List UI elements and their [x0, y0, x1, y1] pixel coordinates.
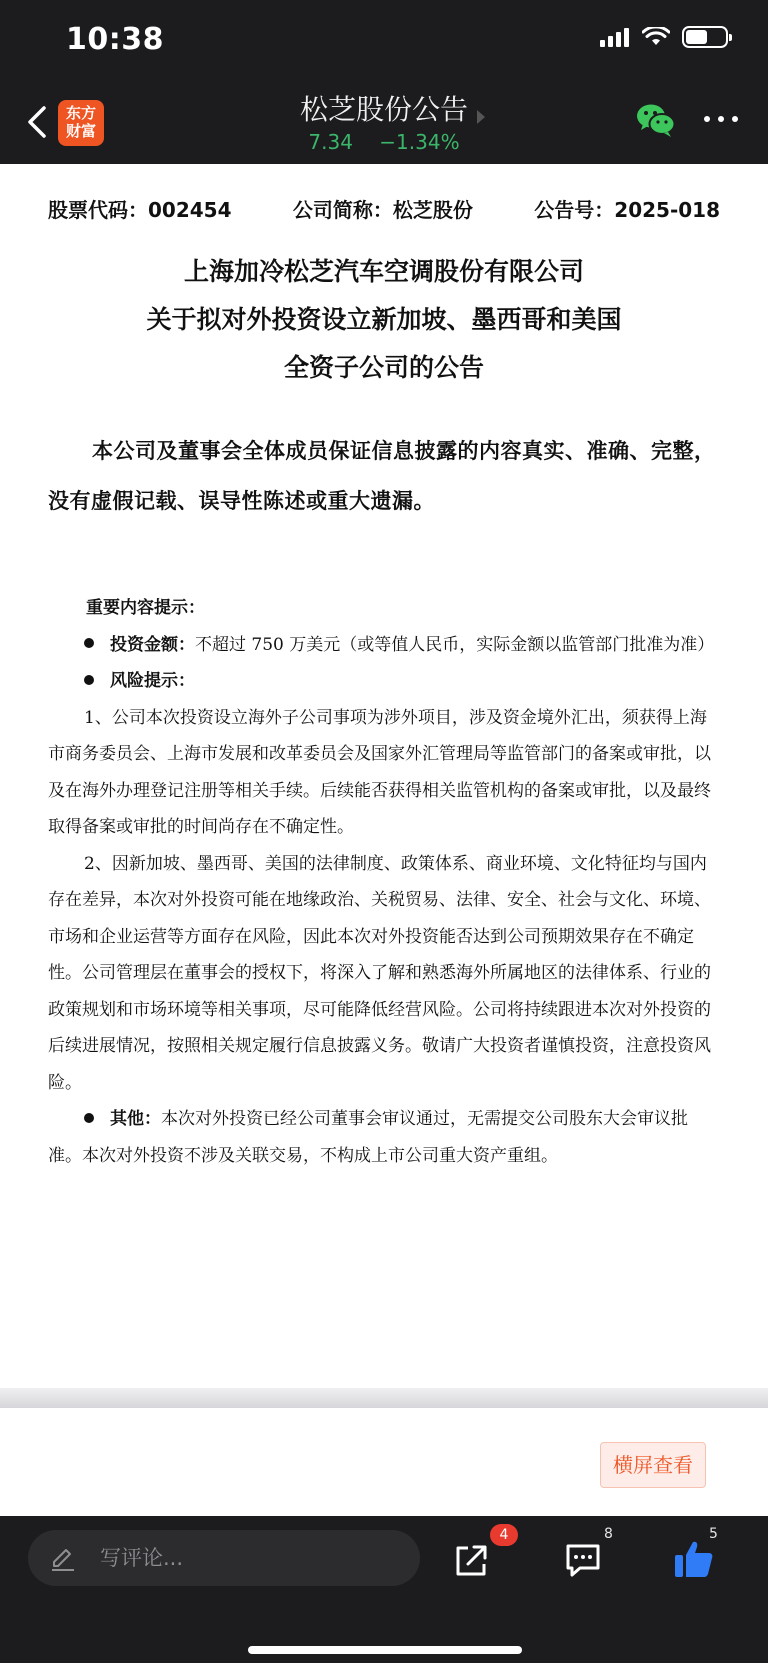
announcement-document [0, 164, 768, 1390]
share-icon[interactable] [452, 1542, 490, 1580]
share-badge: 4 [490, 1524, 518, 1546]
app-logo: 东方 财富 [58, 100, 104, 146]
comment-input[interactable]: 写评论... [28, 1530, 420, 1586]
stock-code: 股票代码：002454 [48, 198, 232, 222]
home-indicator [248, 1646, 522, 1654]
stock-change: −1.34% [379, 130, 460, 154]
caret-right-icon [477, 110, 485, 124]
more-icon[interactable] [704, 112, 738, 126]
cellular-signal-icon [600, 27, 630, 47]
other-item: 其他：本次对外投资已经公司董事会审议通过，无需提交公司股东大会审议批准。本次对外投资不涉及关联交易，不构成上市公司重大资产重组。 [48, 1109, 688, 1166]
company-short-name: 公司简称：松芝股份 [292, 198, 473, 222]
nav-bar [0, 82, 768, 164]
board-statement: 本公司及董事会全体成员保证信息披露的内容真实、准确、完整，没有虚假记载、误导性陈述或重大遗漏。 [48, 439, 716, 513]
status-icons [600, 26, 728, 48]
page-divider [0, 1388, 768, 1408]
risk-paragraph-2: 2、因新加坡、墨西哥、美国的法律制度、政策体系、商业环境、文化特征均与国内存在差异，本次对外投资可能在地缘政治、关税贸易、法律、安全、社会与文化、环境、市场和企业运营等方面存在风险，因此本次对外投资能否达到公司预期效果存在不确定性。公司管理层在董事会的授权下，将深入了解和熟悉海外所属地区的法律体系、行业的政策规划和市场环境等相关事项，尽可能降低经营风险。公司将持续跟进本次对外投资的后续进展情况，按照相关规定履行信息披露义务。敬请广大投资者谨慎投资，注意投资风险。 [48, 853, 711, 1093]
status-time: 10:38 [66, 22, 164, 57]
thumbs-up-icon[interactable] [673, 1538, 715, 1580]
risk-heading-item: 风险提示： [48, 663, 720, 700]
wifi-icon [642, 27, 670, 47]
pencil-icon [50, 1546, 76, 1572]
key-points-heading: 重要内容提示： [86, 598, 205, 618]
page-title: 松芝股份公告 [299, 93, 468, 126]
announcement-number: 公告号：2025-018 [534, 198, 720, 222]
document-meta [48, 194, 720, 223]
landscape-area [0, 1408, 768, 1516]
stock-price: 7.34 [308, 130, 353, 154]
bottom-action-bar [0, 1516, 768, 1663]
battery-icon [682, 26, 728, 48]
comment-count: 8 [604, 1526, 613, 1542]
bullet-icon [84, 675, 94, 685]
status-bar [0, 0, 768, 82]
wechat-share-icon[interactable] [636, 102, 676, 138]
bullet-icon [84, 1113, 94, 1123]
document-title: 上海加冷松芝汽车空调股份有限公司 关于拟对外投资设立新加坡、墨西哥和美国 全资子公司的公告 [146, 257, 622, 382]
document-body [48, 590, 720, 1174]
like-count: 5 [709, 1526, 718, 1542]
bullet-icon [84, 638, 94, 648]
investment-amount-item: 投资金额：不超过 750 万美元（或等值人民币，实际金额以监管部门批准为准） [48, 627, 720, 664]
risk-paragraph-1: 1、公司本次投资设立海外子公司事项为涉外项目，涉及资金境外汇出，须获得上海市商务委员会、上海市发展和改革委员会及国家外汇管理局等监管部门的备案或审批，以及在海外办理登记注册等相关手续。后续能否获得相关监管机构的备案或审批，以及最终取得备案或审批的时间尚存在不确定性。 [48, 707, 711, 837]
comment-icon[interactable] [564, 1542, 602, 1578]
landscape-view-button[interactable]: 横屏查看 [600, 1442, 706, 1488]
